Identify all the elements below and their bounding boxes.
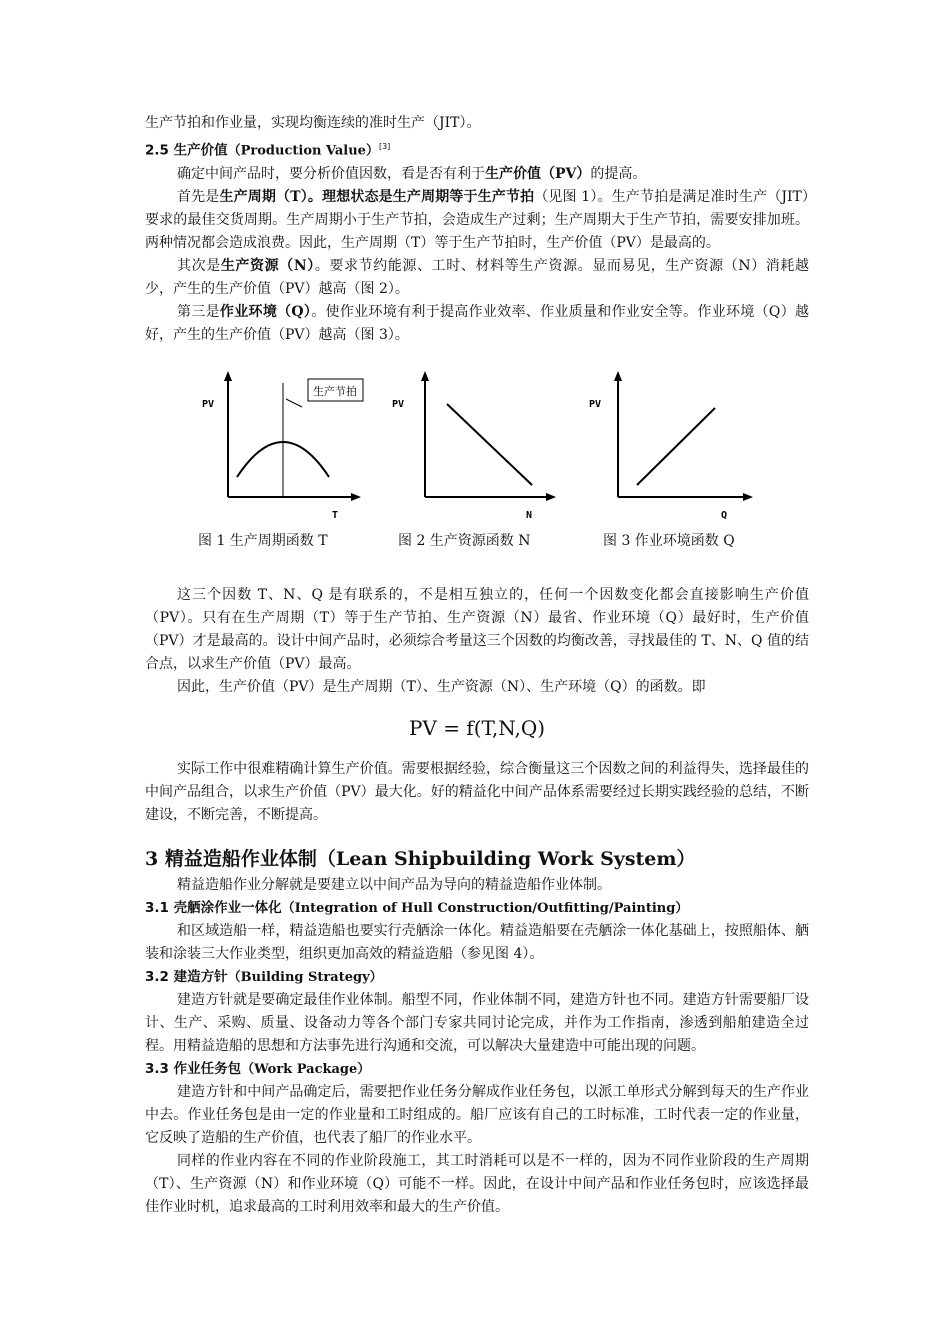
bold-term: 生产价值（PV） — [485, 165, 591, 182]
figure-3 — [589, 359, 769, 549]
pv-increasing-line — [637, 408, 715, 485]
x-axis-arrow — [743, 493, 753, 501]
section-3-intro: 精益造船作业分解就是要建立以中间产品为导向的精益造船作业体制。 — [177, 876, 611, 893]
section-3-3-body-2: 同样的作业内容在不同的作业阶段施工，其工时消耗可以是不一样的，因为不同作业阶段的生产周期（T）、生产资源（N）和作业环境（Q）可能不一样。因此，在设计中间产品和作业任务包时，应该选择最佳作业时机，追求最高的工时利用效率和最大的生产价值。 — [145, 1152, 809, 1215]
section-title-en: （Integration of Hull Construction/Outfitting/Painting） — [281, 900, 689, 916]
figure-3-graph — [589, 359, 769, 519]
section-3-2-heading — [145, 966, 809, 989]
text: （见图 1）。生产节拍是满足准时生产（JIT）要求的最佳交货周期。生产周期小于生产节拍，会造成生产过剩；生产周期大于生产节拍，需要安排加班。两种情况都会造成浪费。因此，生产周期（T）等于生产节拍时，生产价值（PV）是最高的。 — [145, 188, 810, 251]
section-title-en: （Production Value） — [227, 143, 379, 159]
text: 第三是 — [177, 303, 220, 320]
paragraph-resources — [145, 255, 809, 301]
figure-2-caption: 图 2 生产资源函数 N — [398, 532, 531, 549]
text: 的提高。 — [590, 165, 647, 182]
text: 首先是 — [177, 188, 220, 205]
x-axis-arrow — [351, 493, 361, 501]
text: 。使作业环境有利于提高作业效率、作业质量和作业安全等。作业环境（Q）越好，产生的生产价值（PV）越高（图 3）。 — [145, 303, 810, 343]
section-title-en: （Work Package） — [241, 1061, 371, 1077]
paragraph-factors: 这三个因数 T、N、Q 是有联系的，不是相互独立的，任何一个因数变化都会直接影响生产价值（PV）。只有在生产周期（T）等于生产节拍、生产资源（N）最省、作业环境（Q）最好时，生产价值（PV）才是最高的。设计中间产品时，必须综合考量这三个因数的均衡改善，寻找最佳的 T、N、Q 值的结合点，以求生产价值（PV）最高。 — [145, 586, 809, 672]
section-3-2-body: 建造方针就是要确定最佳作业体制。船型不同，作业体制不同，建造方针也不同。建造方针需要船厂设计、生产、采购、质量、设备动力等各个部门专家共同讨论完成，并作为工作指南，渗透到船舶建造全过程。用精益造船的思想和方法事先进行沟通和交流，可以解决大量建造中可能出现的问题。 — [145, 991, 809, 1054]
figure-1-caption: 图 1 生产周期函数 T — [198, 532, 328, 549]
section-2-5-heading — [145, 135, 809, 163]
paragraph-function: 因此，生产价值（PV）是生产周期（T）、生产资源（N）、生产环境（Q）的函数。即 — [177, 678, 706, 695]
section-number: 3.1 — [145, 899, 169, 916]
x-axis-label: Q — [721, 509, 728, 519]
y-axis-label: PV — [589, 398, 602, 410]
section-3-1-body: 和区域造船一样，精益造船也要实行壳舾涂一体化。精益造船要在壳舾涂一体化基础上，按照船体、舾装和涂装三大作业类型，组织更加高效的精益造船（参见图 4）。 — [145, 922, 809, 962]
bold-term: 生产资源（N） — [220, 257, 315, 274]
section-title-cn: 壳舾涂作业一体化 — [173, 899, 282, 916]
x-axis-label: T — [332, 509, 339, 519]
section-3-3-heading — [145, 1058, 809, 1081]
section-number: 2.5 — [145, 142, 169, 159]
reference-marker: [3] — [378, 142, 391, 151]
figure-3-caption: 图 3 作业环境函数 Q — [603, 532, 735, 549]
section-number: 3.3 — [145, 1060, 169, 1077]
text: 。要求节约能源、工时、材料等生产资源。显而易见，生产资源（N）消耗越少，产生的生产价值（PV）越高（图 2）。 — [145, 257, 810, 297]
figure-1-graph — [195, 359, 375, 519]
pv-decreasing-line — [447, 404, 532, 485]
paragraph-environment — [145, 301, 809, 347]
document-page — [145, 112, 809, 1219]
section-title-cn: 作业任务包 — [173, 1060, 242, 1077]
y-axis-label: PV — [202, 398, 215, 410]
bold-term: 作业环境（Q） — [219, 303, 312, 320]
y-axis-arrow — [224, 371, 232, 381]
text: 其次是 — [177, 257, 221, 274]
intro-line: 生产节拍和作业量，实现均衡连续的准时生产（JIT）。 — [145, 115, 481, 131]
figure-1 — [195, 359, 375, 549]
y-axis-label: PV — [392, 398, 405, 410]
paragraph-pv-intro — [145, 163, 809, 186]
x-axis-arrow — [546, 493, 556, 501]
section-title-en: （Building Strategy） — [227, 969, 383, 985]
y-axis-arrow — [421, 371, 429, 381]
paragraph-practice: 实际工作中很难精确计算生产价值。需要根据经验，综合衡量这三个因数之间的利益得失，选择最佳的中间产品组合，以求生产价值（PV）最大化。好的精益化中间产品体系需要经过长期实践经验的总结，不断建设，不断完善，不断提高。 — [145, 760, 809, 823]
figure-2-graph — [390, 359, 570, 519]
text: 确定中间产品时，要分析价值因数，看是否有利于 — [177, 165, 485, 182]
section-3-3-body-1: 建造方针和中间产品确定后，需要把作业任务分解成作业任务包，以派工单形式分解到每天的生产作业中去。作业任务包是由一定的作业量和工时组成的。船厂应该有自己的工时标准，工时代表一定的作业量，它反映了造船的生产价值，也代表了船厂的作业水平。 — [145, 1083, 809, 1146]
y-axis-arrow — [614, 371, 622, 381]
paragraph-cycle-time — [145, 186, 809, 255]
section-title-cn: 建造方针 — [173, 968, 228, 985]
formula: PV = f(T,N,Q) — [408, 715, 546, 740]
x-axis-label: N — [526, 509, 533, 519]
figure-2 — [390, 359, 570, 549]
bold-term: 生产周期（T）。理想状态是生产周期等于生产节拍 — [219, 188, 535, 205]
section-3-1-heading — [145, 897, 809, 920]
section-3-heading: 3 精益造船作业体制（Lean Shipbuilding Work System） — [145, 847, 696, 870]
annotation-text: 生产节拍 — [313, 384, 357, 398]
annotation-leader — [286, 399, 302, 407]
section-title-cn: 生产价值 — [173, 142, 228, 159]
figures-row — [145, 359, 809, 584]
section-number: 3.2 — [145, 968, 169, 985]
